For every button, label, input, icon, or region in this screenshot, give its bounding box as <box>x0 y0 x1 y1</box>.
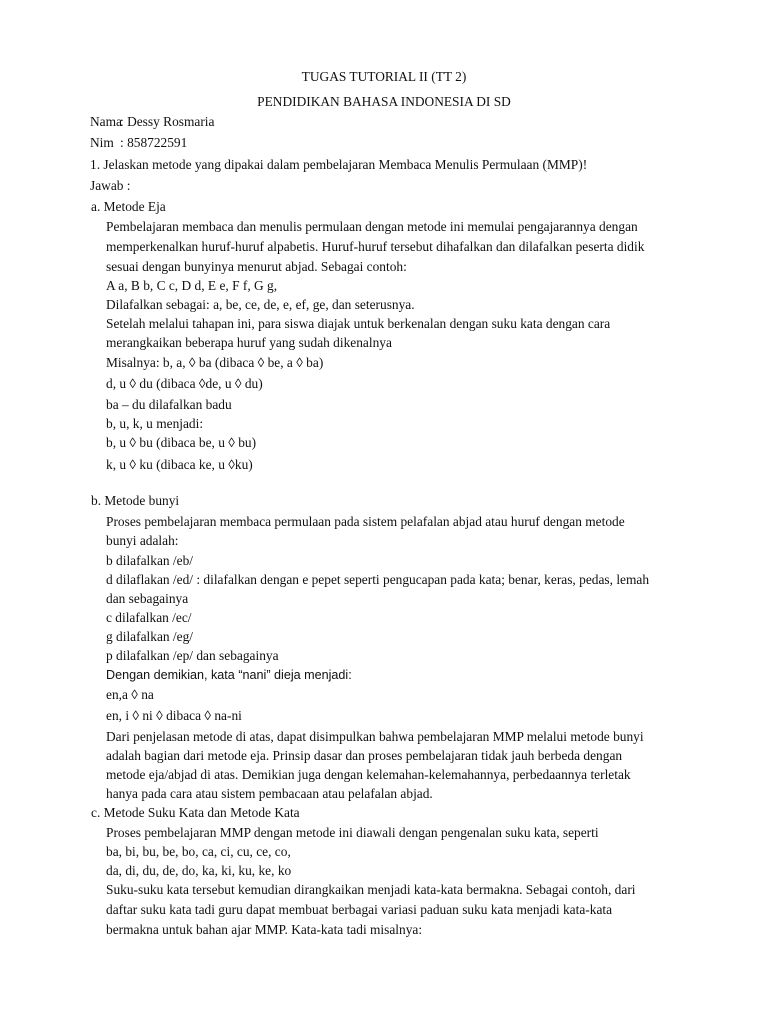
section-c-line: bermakna untuk bahan ajar MMP. Kata-kata tadi misalnya: <box>106 922 423 937</box>
section-a-line: sesuai dengan bunyinya menurut abjad. Sebagai contoh: <box>106 259 407 274</box>
section-a-line: Setelah melalui tahapan ini, para siswa diajak untuk berkenalan dengan suku kata dengan cara <box>106 316 611 331</box>
section-a-line: Dilafalkan sebagai: a, be, ce, de, e, ef, ge, dan seterusnya. <box>106 297 415 312</box>
section-a-heading: a. Metode Eja <box>91 199 166 214</box>
section-c-line: ba, bi, bu, be, bo, ca, ci, cu, ce, co, <box>106 844 291 859</box>
section-a-line: d, u ◊ du (dibaca ◊de, u ◊ du) <box>106 376 263 391</box>
section-a-line: ba – du dilafalkan badu <box>106 397 232 412</box>
section-c-line: Suku-suku kata tersebut kemudian dirangkaikan menjadi kata-kata bermakna. Sebagai contoh, dari <box>106 882 636 897</box>
nim-label: Nim <box>90 135 114 150</box>
question-text: 1. Jelaskan metode yang dipakai dalam pembelajaran Membaca Menulis Permulaan (MMP)! <box>90 157 588 172</box>
section-b-line: Dengan demikian, kata “nani” dieja menjadi: <box>106 668 352 682</box>
section-b-line: Dari penjelasan metode di atas, dapat disimpulkan bahwa pembelajaran MMP melalui metode bunyi <box>106 729 644 744</box>
section-b-line: d dilaflakan /ed/ : dilafalkan dengan e pepet seperti pengucapan pada kata; benar, keras, pedas, lemah <box>106 572 650 587</box>
section-a-line: merangkaikan beberapa huruf yang sudah dikenalnya <box>106 335 392 350</box>
section-b-line: g dilafalkan /eg/ <box>106 629 194 644</box>
document-title: TUGAS TUTORIAL II (TT 2) <box>301 69 467 84</box>
name-value: : Dessy Rosmaria <box>120 114 215 129</box>
section-a-line: k, u ◊ ku (dibaca ke, u ◊ku) <box>106 457 253 472</box>
section-c-line: Proses pembelajaran MMP dengan metode ini diawali dengan pengenalan suku kata, seperti <box>106 825 599 840</box>
section-c-line: daftar suku kata tadi guru dapat membuat berbagai variasi paduan suku kata menjadi kata-kata <box>106 902 613 917</box>
section-b-line: bunyi adalah: <box>106 533 179 548</box>
answer-label: Jawab : <box>90 178 131 193</box>
section-b-heading: b. Metode bunyi <box>91 493 180 508</box>
document-subtitle: PENDIDIKAN BAHASA INDONESIA DI SD <box>257 94 511 109</box>
section-b-line: en, i ◊ ni ◊ dibaca ◊ na-ni <box>106 708 242 723</box>
section-b-line: dan sebagainya <box>106 591 189 606</box>
section-b-line: c dilafalkan /ec/ <box>106 610 192 625</box>
section-b-line: metode eja/abjad di atas. Demikian juga dengan kelemahan-kelemahannya, perbedaannya terletak <box>106 767 631 782</box>
section-b-line: adalah bagian dari metode eja. Prinsip dasar dan proses pembelajaran tidak jauh berbeda dengan <box>106 748 623 763</box>
section-c-line: da, di, du, de, do, ka, ki, ku, ke, ko <box>106 863 292 878</box>
section-a-line: Misalnya: b, a, ◊ ba (dibaca ◊ be, a ◊ ba) <box>106 355 324 370</box>
section-a-line: b, u ◊ bu (dibaca be, u ◊ bu) <box>106 435 257 450</box>
section-b-line: p dilafalkan /ep/ dan sebagainya <box>106 648 279 663</box>
section-b-line: hanya pada cara atau sistem pembacaan atau pelafalan abjad. <box>106 786 433 801</box>
section-a-line: Pembelajaran membaca dan menulis permulaan dengan metode ini memulai pengajarannya dengan <box>106 219 638 234</box>
name-label: Nama <box>90 114 122 129</box>
section-a-line: A a, B b, C c, D d, E e, F f, G g, <box>106 278 278 293</box>
section-b-line: Proses pembelajaran membaca permulaan pada sistem pelafalan abjad atau huruf dengan metode <box>106 514 625 529</box>
section-b-line: en,a ◊ na <box>106 687 154 702</box>
section-b-line: b dilafalkan /eb/ <box>106 553 194 568</box>
section-c-heading: c. Metode Suku Kata dan Metode Kata <box>91 805 300 820</box>
nim-value: : 858722591 <box>120 135 188 150</box>
section-a-line: memperkenalkan huruf-huruf alpabetis. Huruf-huruf tersebut dihafalkan dan dilafalkan peserta didik <box>106 239 645 254</box>
section-a-line: b, u, k, u menjadi: <box>106 416 204 431</box>
